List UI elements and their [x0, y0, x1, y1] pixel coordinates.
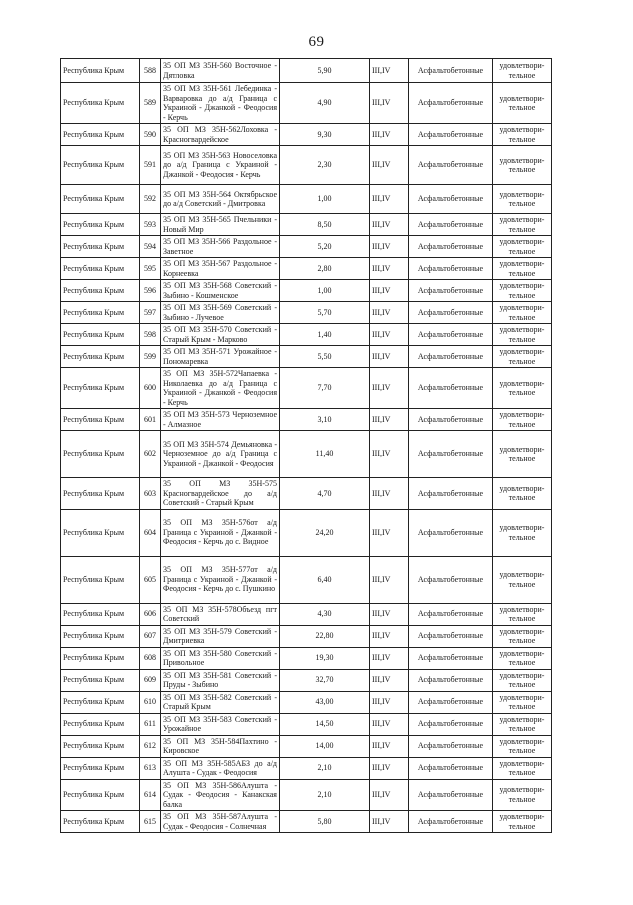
- cell-number: 589: [140, 83, 161, 124]
- cell-state: удовлетвори-тельное: [493, 258, 552, 280]
- cell-surface: Асфальтобетонные: [409, 647, 493, 669]
- cell-road-name: 35 ОП МЗ 35Н-581 Советский - Пруды - Зыбино: [161, 669, 280, 691]
- cell-region: Республика Крым: [61, 691, 140, 713]
- table-row: [61, 83, 552, 124]
- cell-length: 14,00: [280, 735, 370, 757]
- cell-category: III,IV: [370, 185, 409, 214]
- table-row: [61, 431, 552, 478]
- cell-category: III,IV: [370, 302, 409, 324]
- cell-road-name: 35 ОП МЗ 35Н-560 Восточное - Дятловка: [161, 59, 280, 83]
- cell-region: Республика Крым: [61, 214, 140, 236]
- cell-road-name: 35 ОП МЗ 35Н-567 Раздольное - Корнеевка: [161, 258, 280, 280]
- cell-state: удовлетвори-тельное: [493, 236, 552, 258]
- cell-number: 598: [140, 324, 161, 346]
- cell-length: 2,80: [280, 258, 370, 280]
- cell-length: 3,10: [280, 409, 370, 431]
- cell-state: удовлетвори-тельное: [493, 59, 552, 83]
- cell-category: III,IV: [370, 478, 409, 510]
- cell-region: Республика Крым: [61, 185, 140, 214]
- cell-road-name: 35 ОП МЗ 35Н-585АБЗ до а/д Алушта - Судак - Феодосия: [161, 757, 280, 779]
- cell-category: III,IV: [370, 625, 409, 647]
- cell-length: 19,30: [280, 647, 370, 669]
- cell-length: 5,90: [280, 59, 370, 83]
- cell-region: Республика Крым: [61, 302, 140, 324]
- cell-road-name: 35 ОП МЗ 35Н-571 Урожайное - Пономаревка: [161, 346, 280, 368]
- cell-category: III,IV: [370, 146, 409, 185]
- cell-length: 1,00: [280, 280, 370, 302]
- cell-number: 595: [140, 258, 161, 280]
- cell-length: 2,10: [280, 779, 370, 811]
- cell-category: III,IV: [370, 779, 409, 811]
- cell-category: III,IV: [370, 258, 409, 280]
- cell-road-name: 35 ОП МЗ 35Н-576от а/д Граница с Украиной - Джанкой - Феодосия - Керчь до с. Видное: [161, 509, 280, 556]
- cell-region: Республика Крым: [61, 324, 140, 346]
- cell-state: удовлетвори-тельное: [493, 556, 552, 603]
- cell-surface: Асфальтобетонные: [409, 779, 493, 811]
- cell-surface: Асфальтобетонные: [409, 556, 493, 603]
- table-row: [61, 603, 552, 625]
- cell-road-name: 35 ОП МЗ 35Н-575 Красногвардейское до а/д Советский - Старый Крым: [161, 478, 280, 510]
- roads-table-body: [61, 59, 552, 833]
- cell-category: III,IV: [370, 691, 409, 713]
- cell-region: Республика Крым: [61, 509, 140, 556]
- cell-number: 610: [140, 691, 161, 713]
- cell-number: 611: [140, 713, 161, 735]
- cell-category: III,IV: [370, 324, 409, 346]
- cell-state: удовлетвори-тельное: [493, 779, 552, 811]
- cell-length: 1,40: [280, 324, 370, 346]
- table-row: [61, 59, 552, 83]
- table-row: [61, 280, 552, 302]
- cell-surface: Асфальтобетонные: [409, 124, 493, 146]
- roads-table: [60, 58, 552, 833]
- cell-length: 5,20: [280, 236, 370, 258]
- cell-state: удовлетвори-тельное: [493, 669, 552, 691]
- cell-surface: Асфальтобетонные: [409, 258, 493, 280]
- cell-length: 7,70: [280, 368, 370, 409]
- cell-state: удовлетвори-тельное: [493, 346, 552, 368]
- cell-road-name: 35 ОП МЗ 35Н-569 Советский - Зыбино - Лучевое: [161, 302, 280, 324]
- cell-surface: Асфальтобетонные: [409, 146, 493, 185]
- cell-road-name: 35 ОП МЗ 35Н-580 Советский - Привольное: [161, 647, 280, 669]
- cell-length: 5,70: [280, 302, 370, 324]
- cell-region: Республика Крым: [61, 409, 140, 431]
- cell-road-name: 35 ОП МЗ 35Н-582 Советский - Старый Крым: [161, 691, 280, 713]
- cell-region: Республика Крым: [61, 258, 140, 280]
- cell-length: 32,70: [280, 669, 370, 691]
- table-row: [61, 185, 552, 214]
- cell-road-name: 35 ОП МЗ 35Н-561 Лебединка - Варваровка до а/д Граница с Украиной - Джанкой - Феодосия - Керчь: [161, 83, 280, 124]
- cell-road-name: 35 ОП МЗ 35Н-565 Пчельники - Новый Мир: [161, 214, 280, 236]
- cell-road-name: 35 ОП МЗ 35Н-572Чапаевка - Николаевка до а/д Граница с Украиной - Джанкой - Феодосия - Керчь: [161, 368, 280, 409]
- table-row: [61, 757, 552, 779]
- cell-category: III,IV: [370, 236, 409, 258]
- cell-category: III,IV: [370, 409, 409, 431]
- table-row: [61, 811, 552, 833]
- cell-region: Республика Крым: [61, 647, 140, 669]
- cell-road-name: 35 ОП МЗ 35Н-570 Советский - Старый Крым - Марково: [161, 324, 280, 346]
- cell-category: III,IV: [370, 214, 409, 236]
- cell-number: 600: [140, 368, 161, 409]
- cell-region: Республика Крым: [61, 779, 140, 811]
- cell-road-name: 35 ОП МЗ 35Н-563 Новоселовка до а/д Граница с Украиной - Джанкой - Феодосия - Керчь: [161, 146, 280, 185]
- cell-category: III,IV: [370, 59, 409, 83]
- cell-state: удовлетвори-тельное: [493, 280, 552, 302]
- cell-state: удовлетвори-тельное: [493, 146, 552, 185]
- cell-state: удовлетвори-тельное: [493, 603, 552, 625]
- cell-surface: Асфальтобетонные: [409, 735, 493, 757]
- cell-number: 588: [140, 59, 161, 83]
- cell-surface: Асфальтобетонные: [409, 713, 493, 735]
- cell-surface: Асфальтобетонные: [409, 83, 493, 124]
- cell-region: Республика Крым: [61, 83, 140, 124]
- cell-number: 599: [140, 346, 161, 368]
- table-row: [61, 324, 552, 346]
- cell-category: III,IV: [370, 431, 409, 478]
- cell-road-name: 35 ОП МЗ 35Н-579 Советский - Дмитриевка: [161, 625, 280, 647]
- cell-length: 4,30: [280, 603, 370, 625]
- table-row: [61, 214, 552, 236]
- cell-number: 608: [140, 647, 161, 669]
- cell-state: удовлетвори-тельное: [493, 647, 552, 669]
- table-row: [61, 735, 552, 757]
- cell-state: удовлетвори-тельное: [493, 713, 552, 735]
- cell-number: 602: [140, 431, 161, 478]
- cell-length: 4,70: [280, 478, 370, 510]
- cell-length: 24,20: [280, 509, 370, 556]
- cell-state: удовлетвори-тельное: [493, 811, 552, 833]
- cell-region: Республика Крым: [61, 431, 140, 478]
- cell-number: 614: [140, 779, 161, 811]
- cell-region: Республика Крым: [61, 757, 140, 779]
- cell-region: Республика Крым: [61, 346, 140, 368]
- cell-length: 8,50: [280, 214, 370, 236]
- cell-length: 43,00: [280, 691, 370, 713]
- cell-region: Республика Крым: [61, 811, 140, 833]
- cell-surface: Асфальтобетонные: [409, 625, 493, 647]
- cell-road-name: 35 ОП МЗ 35Н-568 Советский - Зыбино - Кошменское: [161, 280, 280, 302]
- cell-surface: Асфальтобетонные: [409, 59, 493, 83]
- cell-number: 592: [140, 185, 161, 214]
- cell-region: Республика Крым: [61, 280, 140, 302]
- cell-region: Республика Крым: [61, 556, 140, 603]
- cell-surface: Асфальтобетонные: [409, 280, 493, 302]
- cell-number: 603: [140, 478, 161, 510]
- cell-state: удовлетвори-тельное: [493, 757, 552, 779]
- page-number: 69: [308, 34, 325, 50]
- cell-region: Республика Крым: [61, 735, 140, 757]
- cell-state: удовлетвори-тельное: [493, 691, 552, 713]
- cell-state: удовлетвори-тельное: [493, 735, 552, 757]
- cell-road-name: 35 ОП МЗ 35Н-586Алушта - Судак - Феодосия - Канакская балка: [161, 779, 280, 811]
- cell-number: 596: [140, 280, 161, 302]
- table-row: [61, 509, 552, 556]
- cell-road-name: 35 ОП МЗ 35Н-578Объезд пгт Советский: [161, 603, 280, 625]
- cell-category: III,IV: [370, 603, 409, 625]
- cell-state: удовлетвори-тельное: [493, 83, 552, 124]
- cell-surface: Асфальтобетонные: [409, 214, 493, 236]
- cell-category: III,IV: [370, 83, 409, 124]
- cell-length: 1,00: [280, 185, 370, 214]
- cell-state: удовлетвори-тельное: [493, 478, 552, 510]
- cell-region: Республика Крым: [61, 625, 140, 647]
- table-row: [61, 302, 552, 324]
- cell-number: 601: [140, 409, 161, 431]
- table-row: [61, 669, 552, 691]
- cell-number: 590: [140, 124, 161, 146]
- cell-surface: Асфальтобетонные: [409, 691, 493, 713]
- cell-number: 591: [140, 146, 161, 185]
- cell-category: III,IV: [370, 346, 409, 368]
- cell-number: 613: [140, 757, 161, 779]
- cell-road-name: 35 ОП МЗ 35Н-584Пахтино - Кировское: [161, 735, 280, 757]
- cell-surface: Асфальтобетонные: [409, 431, 493, 478]
- cell-number: 594: [140, 236, 161, 258]
- cell-road-name: 35 ОП МЗ 35Н-566 Раздольное - Заветное: [161, 236, 280, 258]
- cell-region: Республика Крым: [61, 603, 140, 625]
- table-row: [61, 409, 552, 431]
- cell-region: Республика Крым: [61, 713, 140, 735]
- cell-number: 612: [140, 735, 161, 757]
- table-row: [61, 779, 552, 811]
- cell-category: III,IV: [370, 124, 409, 146]
- cell-region: Республика Крым: [61, 236, 140, 258]
- cell-surface: Асфальтобетонные: [409, 185, 493, 214]
- cell-category: III,IV: [370, 735, 409, 757]
- cell-region: Республика Крым: [61, 368, 140, 409]
- cell-number: 604: [140, 509, 161, 556]
- cell-length: 14,50: [280, 713, 370, 735]
- table-row: [61, 713, 552, 735]
- cell-road-name: 35 ОП МЗ 35Н-574 Демьяновка - Черноземное до а/д Граница с Украиной - Джанкой - Феодосия: [161, 431, 280, 478]
- cell-length: 22,80: [280, 625, 370, 647]
- cell-surface: Асфальтобетонные: [409, 368, 493, 409]
- cell-region: Республика Крым: [61, 146, 140, 185]
- cell-length: 11,40: [280, 431, 370, 478]
- cell-category: III,IV: [370, 509, 409, 556]
- cell-region: Республика Крым: [61, 669, 140, 691]
- table-row: [61, 647, 552, 669]
- cell-surface: Асфальтобетонные: [409, 509, 493, 556]
- cell-surface: Асфальтобетонные: [409, 324, 493, 346]
- cell-category: III,IV: [370, 669, 409, 691]
- cell-state: удовлетвори-тельное: [493, 409, 552, 431]
- cell-region: Республика Крым: [61, 124, 140, 146]
- table-row: [61, 236, 552, 258]
- cell-category: III,IV: [370, 811, 409, 833]
- cell-surface: Асфальтобетонные: [409, 302, 493, 324]
- cell-region: Республика Крым: [61, 478, 140, 510]
- cell-state: удовлетвори-тельное: [493, 625, 552, 647]
- cell-length: 9,30: [280, 124, 370, 146]
- cell-number: 593: [140, 214, 161, 236]
- cell-road-name: 35 ОП МЗ 35Н-564 Октябрьское до а/д Советский - Дмитровка: [161, 185, 280, 214]
- cell-length: 2,30: [280, 146, 370, 185]
- cell-length: 5,80: [280, 811, 370, 833]
- cell-length: 2,10: [280, 757, 370, 779]
- cell-number: 609: [140, 669, 161, 691]
- cell-category: III,IV: [370, 647, 409, 669]
- cell-category: III,IV: [370, 280, 409, 302]
- cell-surface: Асфальтобетонные: [409, 409, 493, 431]
- cell-road-name: 35 ОП МЗ 35Н-587Алушта - Судак - Феодосия - Солнечная: [161, 811, 280, 833]
- cell-number: 606: [140, 603, 161, 625]
- table-row: [61, 346, 552, 368]
- cell-road-name: 35 ОП МЗ 35Н-577от а/д Граница с Украиной - Джанкой - Феодосия - Керчь до с. Пушкино: [161, 556, 280, 603]
- cell-number: 607: [140, 625, 161, 647]
- cell-number: 597: [140, 302, 161, 324]
- cell-category: III,IV: [370, 757, 409, 779]
- table-row: [61, 556, 552, 603]
- table-row: [61, 368, 552, 409]
- cell-state: удовлетвори-тельное: [493, 185, 552, 214]
- cell-surface: Асфальтобетонные: [409, 478, 493, 510]
- table-row: [61, 478, 552, 510]
- cell-region: Республика Крым: [61, 59, 140, 83]
- cell-road-name: 35 ОП МЗ 35Н-573 Черноземное - Алмазное: [161, 409, 280, 431]
- cell-length: 5,50: [280, 346, 370, 368]
- cell-surface: Асфальтобетонные: [409, 346, 493, 368]
- table-row: [61, 124, 552, 146]
- table-row: [61, 146, 552, 185]
- cell-surface: Асфальтобетонные: [409, 669, 493, 691]
- table-row: [61, 691, 552, 713]
- cell-length: 6,40: [280, 556, 370, 603]
- cell-number: 605: [140, 556, 161, 603]
- cell-surface: Асфальтобетонные: [409, 757, 493, 779]
- cell-category: III,IV: [370, 556, 409, 603]
- cell-surface: Асфальтобетонные: [409, 236, 493, 258]
- cell-length: 4,90: [280, 83, 370, 124]
- cell-road-name: 35 ОП МЗ 35Н-583 Советский - Урожайное: [161, 713, 280, 735]
- cell-category: III,IV: [370, 368, 409, 409]
- cell-state: удовлетвори-тельное: [493, 214, 552, 236]
- cell-road-name: 35 ОП МЗ 35Н-562Лоховка - Красногвардейское: [161, 124, 280, 146]
- table-row: [61, 258, 552, 280]
- cell-category: III,IV: [370, 713, 409, 735]
- cell-surface: Асфальтобетонные: [409, 811, 493, 833]
- table-row: [61, 625, 552, 647]
- cell-state: удовлетвори-тельное: [493, 302, 552, 324]
- cell-state: удовлетвори-тельное: [493, 324, 552, 346]
- cell-state: удовлетвори-тельное: [493, 431, 552, 478]
- cell-number: 615: [140, 811, 161, 833]
- cell-state: удовлетвори-тельное: [493, 124, 552, 146]
- cell-state: удовлетвори-тельное: [493, 509, 552, 556]
- cell-surface: Асфальтобетонные: [409, 603, 493, 625]
- cell-state: удовлетвори-тельное: [493, 368, 552, 409]
